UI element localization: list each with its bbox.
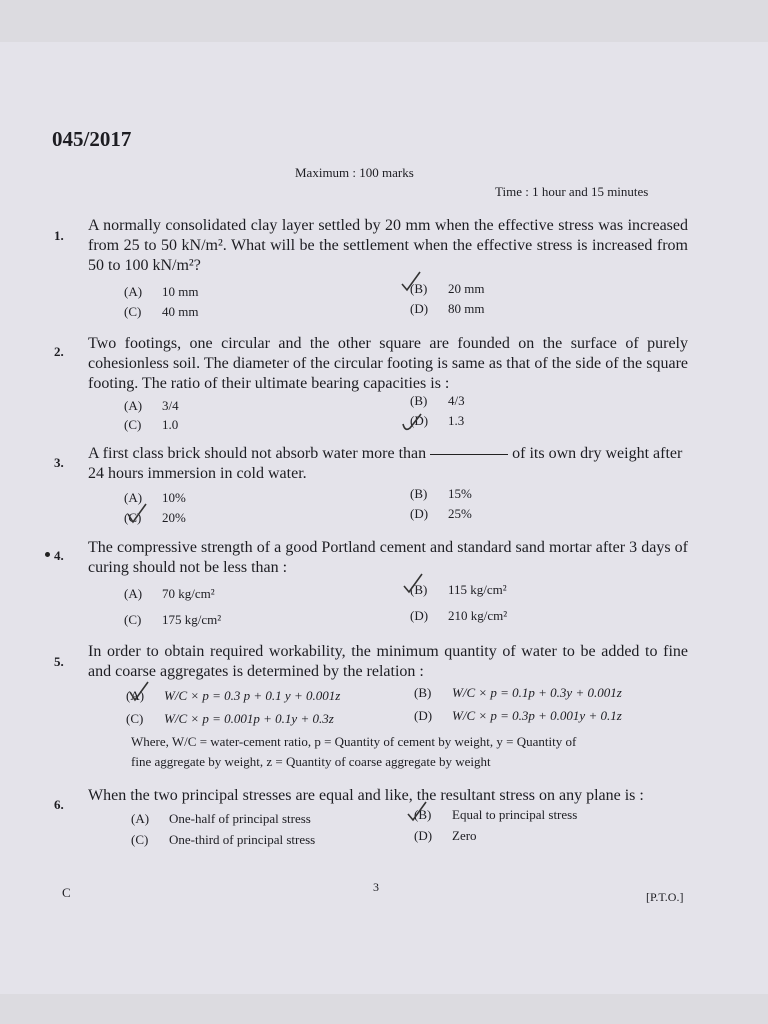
option-a: (A) 3/4: [124, 398, 179, 413]
question-number: 5.: [54, 654, 64, 669]
tick-mark-icon: [401, 412, 423, 434]
option-b: (B) W/C × p = 0.1p + 0.3y + 0.001z: [414, 685, 622, 700]
exam-sheet: [0, 42, 768, 994]
question-text: Two footings, one circular and the other square are founded on the surface of purely cohesionless soil. The diameter of the circular footing is same as that of the side of the square footing. The ratio of their ultimate bearing capacities is :: [88, 335, 688, 392]
question-number: 3.: [54, 455, 64, 470]
option-a: (A) One-half of principal stress: [131, 811, 311, 826]
formula-legend: Where, W/C = water-cement ratio, p = Quantity of cement by weight, y = Quantity of: [131, 734, 577, 749]
question-number: 4.: [54, 548, 64, 563]
question-text: When the two principal stresses are equal and like, the resultant stress on any plane is :: [88, 787, 644, 804]
option-a: (A) 10 mm: [124, 284, 199, 299]
booklet-series: C: [62, 885, 71, 900]
paper-code: 045/2017: [52, 127, 132, 151]
option-b: (B) Equal to principal stress: [414, 807, 578, 822]
question-text: In order to obtain required workability, the minimum quantity of water to be added to fine and coarse aggregates is determined by the relation :: [88, 643, 688, 680]
question-text: A first class brick should not absorb water more than of its own dry weight after 24 hours immersion in cold water.: [88, 445, 683, 482]
option-a: (A) W/C × p = 0.3 p + 0.1 y + 0.001z: [126, 688, 341, 703]
option-b: (B) 20 mm: [410, 281, 485, 296]
tick-mark-icon: [126, 502, 148, 524]
option-c: (C) 20%: [124, 510, 186, 525]
option-c: (C) One-third of principal stress: [131, 832, 316, 847]
question-number: 1.: [54, 228, 64, 243]
option-d: (D) 210 kg/cm²: [410, 608, 508, 623]
option-d: (D) W/C × p = 0.3p + 0.001y + 0.1z: [414, 708, 622, 723]
option-c: (C) W/C × p = 0.001p + 0.1y + 0.3z: [126, 711, 334, 726]
tick-mark-icon: [128, 680, 150, 702]
time-allowed: Time : 1 hour and 15 minutes: [495, 184, 649, 199]
option-a: (A) 70 kg/cm²: [124, 586, 215, 601]
maximum-marks: Maximum : 100 marks: [295, 165, 414, 180]
bullet-dot-icon: [45, 552, 50, 557]
tick-mark-icon: [400, 270, 422, 292]
question-number: 6.: [54, 797, 64, 812]
question-number: 2.: [54, 344, 64, 359]
page-number: 3: [373, 880, 379, 894]
option-d: (D) Zero: [414, 828, 477, 843]
answer-blank: [430, 454, 508, 455]
question-text: The compressive strength of a good Portland cement and standard sand mortar after 3 days of curing should not be less than :: [88, 539, 688, 576]
tick-mark-icon: [402, 572, 424, 594]
option-c: (C) 175 kg/cm²: [124, 612, 222, 627]
option-c: (C) 40 mm: [124, 304, 199, 319]
option-d: (D) 25%: [410, 506, 472, 521]
option-d: (D) 80 mm: [410, 301, 485, 316]
tick-mark-icon: [406, 800, 428, 822]
option-d: (D) 1.3: [410, 413, 465, 428]
option-a: (A) 10%: [124, 490, 186, 505]
question-text: A normally consolidated clay layer settled by 20 mm when the effective stress was increased from 25 to 50 kN/m². What will be the settlement when the effective stress is increased from 50 to 100 kN/m²?: [88, 217, 688, 274]
option-b: (B) 15%: [410, 486, 472, 501]
please-turn-over: [P.T.O.]: [646, 890, 684, 904]
option-b: (B) 4/3: [410, 393, 465, 408]
formula-legend-continued: fine aggregate by weight, z = Quantity of coarse aggregate by weight: [131, 754, 491, 769]
option-b: (B) 115 kg/cm²: [410, 582, 507, 597]
option-c: (C) 1.0: [124, 417, 179, 432]
